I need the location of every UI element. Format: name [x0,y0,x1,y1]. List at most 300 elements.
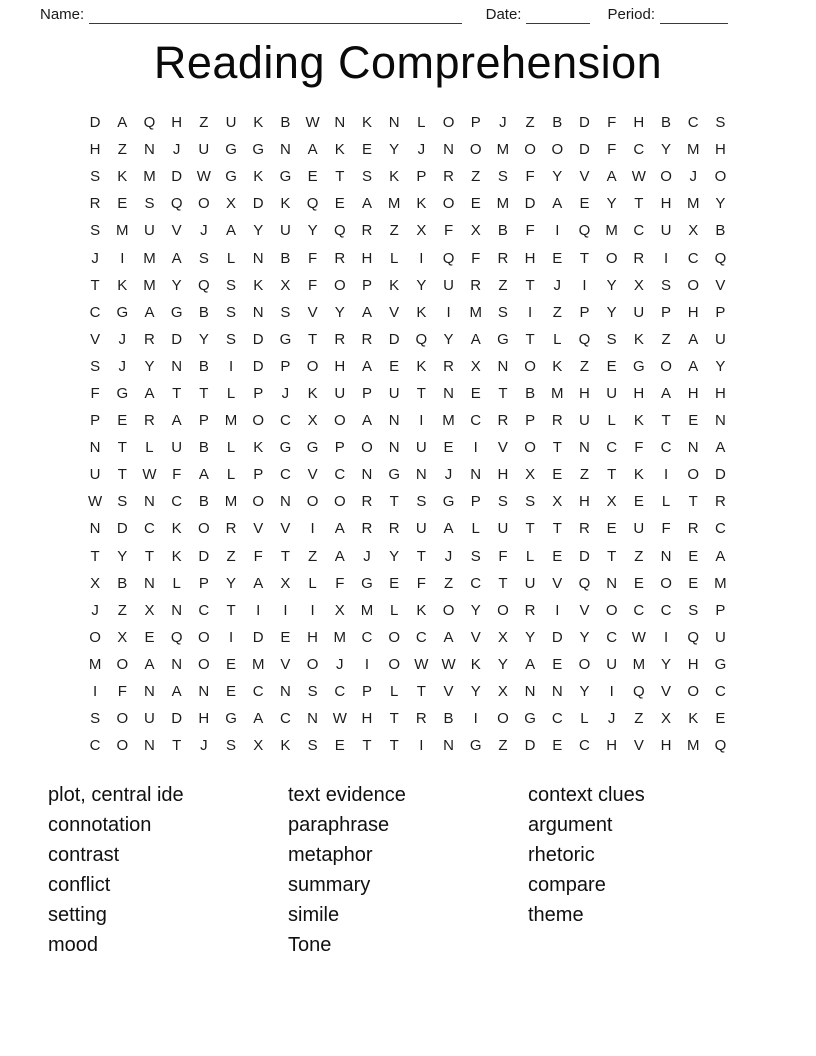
grid-letter: Y [715,357,726,375]
grid-letter: Q [714,249,727,267]
grid-letter: B [552,114,563,132]
grid-letter: S [497,303,508,321]
grid-letter: E [688,574,699,592]
grid-letter: S [90,710,101,728]
grid-letter: G [279,168,292,186]
grid-letter: G [225,710,237,728]
grid-letter: M [224,493,238,511]
grid-letter: A [253,574,264,592]
grid-letter: E [470,384,481,402]
grid-letter: J [118,357,127,375]
grid-letter: W [414,655,429,673]
grid-letter: Y [198,330,209,348]
grid-letter: F [90,384,100,402]
grid-letter: M [360,601,374,619]
grid-letter: N [144,737,155,755]
grid-letter: R [579,520,590,538]
grid-letter: S [715,114,726,132]
grid-letter: O [687,466,700,484]
grid-letter: A [715,439,726,457]
grid-row [82,732,735,759]
grid-row [82,380,735,407]
grid-letter: Y [606,303,617,321]
grid-letter: Y [253,222,264,240]
grid-letter: C [279,466,291,484]
grid-letter: T [498,574,508,592]
grid-letter: Y [470,683,481,701]
grid-letter: A [443,628,454,646]
grid-row [82,136,735,163]
grid-letter: Z [443,574,454,592]
grid-letter: Y [525,628,536,646]
grid-letter: V [579,168,590,186]
grid-letter: M [714,574,727,592]
grid-row [82,109,735,136]
grid-letter: N [660,547,672,565]
grid-letter: P [361,276,372,294]
grid-row [82,353,735,380]
grid-letter: T [661,412,671,430]
grid-letter: F [498,547,508,565]
grid-letter: E [688,547,699,565]
grid-letter: O [116,655,129,673]
grid-letter: C [144,520,155,538]
grid-letter: N [307,710,319,728]
grid-letter: T [199,384,209,402]
grid-letter: N [497,357,509,375]
grid-letter: A [606,168,617,186]
grid-letter: Q [578,574,591,592]
grid-letter: K [253,439,264,457]
grid-letter: U [144,222,155,240]
grid-letter: X [280,574,291,592]
grid-letter: H [687,384,699,402]
grid-letter: O [605,601,618,619]
grid-letter: C [606,628,618,646]
grid-letter: O [578,655,591,673]
grid-letter: V [579,601,590,619]
grid-letter: E [633,493,644,511]
grid-letter: U [144,710,155,728]
grid-letter: J [91,249,99,267]
grid-letter: O [198,520,210,538]
grid-letter: T [144,547,155,565]
grid-letter: Y [416,276,427,294]
grid-letter: E [633,574,644,592]
grid-letter: M [496,195,510,213]
grid-letter: T [416,547,426,565]
grid-letter: Y [389,141,400,159]
grid-letter: N [171,357,183,375]
grid-letter: F [416,574,426,592]
grid-letter: P [198,412,209,430]
grid-letter: I [228,357,234,375]
grid-letter: X [525,466,536,484]
name-label: Name: [40,6,85,23]
grid-letter: C [660,439,672,457]
grid-letter: B [497,222,508,240]
grid-letter: C [606,439,618,457]
grid-letter: C [334,466,346,484]
grid-letter: O [333,493,346,511]
grid-letter: M [551,384,564,402]
grid-letter: S [226,303,237,321]
grid-letter: Y [470,601,481,619]
grid-letter: R [144,412,155,430]
grid-letter: M [496,141,510,159]
grid-letter: R [443,168,454,186]
word-list-item: text evidence [288,784,406,807]
grid-letter: N [279,683,291,701]
grid-letter: V [389,303,400,321]
grid-letter: N [388,412,400,430]
grid-letter: E [144,628,155,646]
grid-letter: I [310,601,315,619]
grid-letter: U [89,466,101,484]
grid-letter: B [117,574,128,592]
grid-letter: N [334,114,346,132]
grid-letter: Y [497,655,508,673]
grid-letter: K [416,195,427,213]
grid-letter: B [198,303,209,321]
grid-letter: A [361,195,372,213]
grid-letter: T [525,276,535,294]
grid-row [82,326,735,353]
grid-letter: N [279,141,291,159]
grid-letter: H [171,114,183,132]
grid-letter: G [252,141,265,159]
word-list-column [288,780,528,960]
grid-letter: U [606,384,618,402]
grid-letter: Y [606,195,617,213]
grid-letter: X [90,574,101,592]
grid-letter: J [499,114,507,132]
grid-letter: U [660,222,672,240]
grid-letter: F [172,466,182,484]
grid-letter: M [686,195,700,213]
grid-letter: P [253,384,264,402]
grid-letter: E [361,141,372,159]
grid-letter: H [687,303,699,321]
grid-letter: K [633,466,644,484]
grid-letter: A [226,222,237,240]
grid-letter: U [606,655,618,673]
grid-row [82,488,735,515]
word-list-item: summary [288,874,371,897]
grid-row [82,705,735,732]
grid-letter: U [524,574,536,592]
grid-letter: O [660,168,672,186]
grid-letter: I [256,601,261,619]
grid-letter: H [714,384,726,402]
grid-letter: D [388,330,400,348]
grid-letter: K [470,655,481,673]
grid-letter: B [198,439,209,457]
grid-letter: C [633,222,645,240]
grid-letter: A [307,141,318,159]
grid-letter: E [579,195,590,213]
grid-letter: I [473,439,478,457]
grid-letter: G [279,439,292,457]
grid-letter: D [171,330,183,348]
grid-letter: Z [579,466,590,484]
grid-letter: T [90,547,100,565]
grid-letter: C [470,412,482,430]
period-label: Period: [607,6,655,23]
grid-letter: D [579,114,590,132]
grid-letter: Z [634,547,644,565]
grid-letter: X [253,737,264,755]
grid-letter: Y [389,547,400,565]
grid-letter: R [144,330,155,348]
grid-letter: E [552,737,563,755]
grid-letter: U [388,384,400,402]
grid-letter: N [252,303,264,321]
grid-letter: A [661,384,672,402]
grid-letter: R [497,249,509,267]
grid-letter: H [660,737,672,755]
grid-letter: R [633,249,645,267]
grid-letter: I [120,249,125,267]
grid-letter: R [443,357,454,375]
grid-letter: Z [117,141,127,159]
grid-letter: G [361,574,373,592]
grid-letter: C [633,141,645,159]
grid-letter: N [551,683,563,701]
grid-letter: I [528,303,533,321]
grid-letter: C [714,683,726,701]
grid-letter: W [332,710,347,728]
word-list-item: theme [528,904,584,927]
grid-letter: L [172,574,181,592]
grid-letter: T [607,547,617,565]
grid-letter: E [226,655,237,673]
grid-letter: O [361,439,373,457]
grid-letter: L [471,520,480,538]
grid-letter: J [553,276,562,294]
grid-letter: O [388,628,400,646]
grid-letter: O [306,357,319,375]
grid-letter: S [307,683,318,701]
grid-letter: N [524,683,536,701]
grid-letter: H [89,141,101,159]
grid-letter: V [280,655,291,673]
word-list-column [528,780,645,960]
date-label: Date: [485,6,522,23]
grid-letter: T [226,601,236,619]
grid-letter: N [198,683,210,701]
grid-letter: I [582,276,587,294]
grid-letter: W [196,168,211,186]
word-list-item: paraphrase [288,814,390,837]
word-list-item: rhetoric [528,844,595,867]
header-row [0,0,816,24]
grid-letter: L [607,412,616,430]
grid-letter: O [333,412,346,430]
grid-letter: S [361,168,372,186]
grid-letter: P [579,303,590,321]
word-list-column [48,780,288,960]
grid-letter: O [687,683,700,701]
grid-letter: G [714,655,727,673]
grid-letter: G [388,466,400,484]
page-title: Reading Comprehension [153,37,663,88]
grid-letter: I [663,249,669,267]
grid-letter: M [686,141,700,159]
date-blank-line [526,8,590,24]
grid-letter: I [609,683,614,701]
grid-letter: C [279,412,291,430]
grid-letter: T [688,493,698,511]
grid-letter: G [524,710,536,728]
grid-letter: C [252,683,264,701]
grid-row [82,407,735,434]
grid-letter: N [606,574,618,592]
grid-letter: C [551,710,563,728]
grid-letter: R [415,710,427,728]
grid-letter: P [715,303,726,321]
grid-letter: P [416,168,427,186]
grid-letter: N [443,384,454,402]
grid-letter: P [280,357,291,375]
grid-letter: F [661,520,671,538]
grid-letter: P [661,303,672,321]
grid-row [82,570,735,597]
grid-letter: J [172,141,181,159]
grid-letter: Z [498,276,508,294]
grid-letter: C [171,493,183,511]
grid-letter: J [91,601,99,619]
grid-letter: W [88,493,103,511]
grid-letter: B [715,222,726,240]
grid-letter: F [525,168,535,186]
grid-letter: T [389,737,399,755]
grid-letter: J [444,547,453,565]
grid-letter: J [336,655,344,673]
word-list-item: argument [528,814,613,837]
grid-letter: W [142,466,157,484]
grid-letter: F [308,249,318,267]
grid-letter: N [443,141,454,159]
grid-letter: V [443,683,454,701]
grid-letter: O [116,737,129,755]
grid-letter: Z [525,114,535,132]
grid-letter: T [90,276,100,294]
grid-letter: W [631,628,646,646]
grid-row [82,217,735,244]
grid-letter: E [552,466,563,484]
grid-letter: Y [171,276,182,294]
grid-letter: S [525,493,536,511]
grid-letter: N [388,439,400,457]
grid-letter: Y [144,357,155,375]
grid-row [82,678,735,705]
grid-letter: U [497,520,509,538]
grid-letter: X [606,493,617,511]
grid-letter: T [389,493,399,511]
grid-letter: X [470,357,481,375]
grid-letter: H [687,655,699,673]
grid-letter: O [333,276,346,294]
grid-letter: Y [661,655,672,673]
grid-letter: O [306,493,319,511]
grid-letter: W [305,114,320,132]
grid-letter: U [334,384,346,402]
grid-letter: N [171,655,183,673]
grid-letter: R [361,222,373,240]
grid-letter: O [497,601,509,619]
grid-letter: N [579,439,590,457]
grid-letter: X [552,493,563,511]
grid-letter: O [687,276,700,294]
word-list-item: context clues [528,784,645,807]
grid-letter: T [579,249,590,267]
grid-letter: K [171,547,182,565]
grid-letter: I [555,222,560,240]
grid-letter: C [714,520,726,538]
grid-letter: D [252,330,264,348]
grid-letter: R [89,195,101,213]
grid-letter: O [198,195,210,213]
grid-letter: B [198,493,209,511]
grid-letter: T [525,330,535,348]
grid-letter: X [497,628,508,646]
grid-letter: A [117,114,128,132]
grid-letter: Q [198,276,210,294]
grid-letter: X [144,601,155,619]
grid-letter: G [497,330,509,348]
grid-letter: C [89,303,101,321]
grid-letter: Q [170,628,183,646]
grid-row [82,461,735,488]
grid-letter: K [253,168,264,186]
word-list-item: plot, central ide [48,784,184,807]
grid-letter: T [117,439,127,457]
grid-letter: N [443,737,454,755]
grid-letter: B [443,710,454,728]
grid-letter: Z [117,601,127,619]
grid-letter: P [361,683,372,701]
grid-letter: Y [715,195,726,213]
grid-letter: K [280,737,291,755]
grid-letter: S [198,249,209,267]
grid-letter: P [525,412,536,430]
grid-letter: Y [552,168,563,186]
grid-row [82,299,735,326]
grid-letter: Y [661,141,672,159]
grid-letter: M [632,655,646,673]
grid-letter: D [252,628,264,646]
grid-letter: T [335,168,345,186]
grid-letter: S [90,357,101,375]
grid-letter: C [687,249,699,267]
grid-letter: A [443,520,454,538]
grid-letter: X [334,601,345,619]
grid-letter: O [252,412,265,430]
grid-row [82,515,735,542]
grid-letter: M [333,628,347,646]
grid-letter: K [552,357,563,375]
grid-letter: S [497,493,508,511]
grid-letter: T [308,330,318,348]
grid-letter: K [171,520,182,538]
grid-letter: H [579,384,590,402]
grid-letter: K [389,276,400,294]
grid-letter: L [417,114,426,132]
grid-letter: U [171,439,183,457]
grid-letter: P [198,574,209,592]
grid-letter: X [688,222,699,240]
